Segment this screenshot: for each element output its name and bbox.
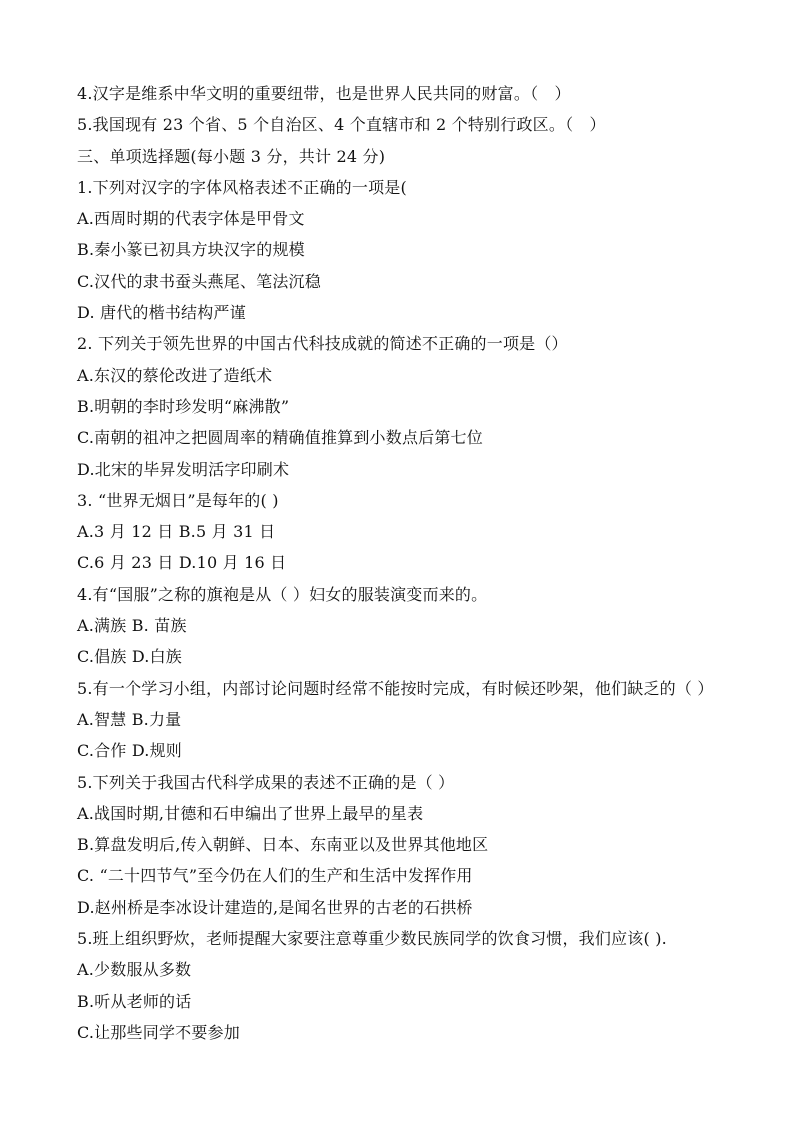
question-2-option-c: C.南朝的祖冲之把圆周率的精确值推算到小数点后第七位	[77, 428, 483, 448]
question-3-options-ab: A.3 月 12 日 B.5 月 31 日	[77, 522, 276, 542]
question-5c-option-b: B.听从老师的话	[77, 991, 192, 1011]
question-1-option-a: A.西周时期的代表字体是甲骨文	[77, 209, 305, 229]
question-2-option-b: B.明朝的李时珍发明“麻沸散”	[77, 396, 290, 416]
question-5b-stem: 5.下列关于我国古代科学成果的表述不正确的是（ ）	[77, 772, 455, 792]
question-1-option-b: B.秦小篆已初具方块汉字的规模	[77, 240, 305, 260]
question-5a-stem: 5.有一个学习小组，内部讨论问题时经常不能按时完成，有时候还吵架，他们缺乏的（ ）	[77, 678, 714, 698]
section-heading: 三、单项选择题(每小题 3 分，共计 24 分)	[77, 146, 386, 166]
question-5a-options-ab: A.智慧 B.力量	[77, 709, 182, 729]
question-5a-options-cd: C.合作 D.规则	[77, 741, 182, 761]
question-3-options-cd: C.6 月 23 日 D.10 月 16 日	[77, 553, 287, 573]
question-2-option-a: A.东汉的蔡伦改进了造纸术	[77, 365, 273, 385]
question-4-stem: 4.有“国服”之称的旗袍是从（ ）妇女的服装演变而来的。	[77, 584, 488, 604]
question-1-stem: 1.下列对汉字的字体风格表述不正确的一项是(	[77, 177, 407, 197]
question-4-options-cd: C.倡族 D.白族	[77, 647, 182, 667]
question-5b-option-c: C. “二十四节气”至今仍在人们的生产和生活中发挥作用	[77, 866, 473, 886]
document-body	[77, 78, 737, 1048]
question-4-options-ab: A.满族 B. 苗族	[77, 616, 187, 636]
judgement-item-4: 4.汉字是维系中华文明的重要纽带，也是世界人民共同的财富。（ ）	[77, 84, 571, 103]
question-5c-stem: 5.班上组织野炊，老师提醒大家要注意尊重少数民族同学的饮食习惯，我们应该( ).	[77, 929, 667, 949]
question-1-option-d: D. 唐代的楷书结构严谨	[77, 303, 246, 323]
judgement-item-5: 5.我国现有 23 个省、5 个自治区、4 个直辖市和 2 个特别行政区。（ ）	[77, 115, 606, 135]
question-2-option-d: D.北宋的毕昇发明活字印刷术	[77, 459, 290, 479]
question-5b-option-b: B.算盘发明后,传入朝鲜、日本、东南亚以及世界其他地区	[77, 835, 489, 855]
question-5b-option-a: A.战国时期,甘德和石申编出了世界上最早的星表	[77, 803, 424, 823]
question-5c-option-c: C.让那些同学不要参加	[77, 1022, 240, 1042]
question-3-stem: 3. “世界无烟日”是每年的( )	[77, 490, 279, 510]
question-5c-option-a: A.少数服从多数	[77, 960, 192, 980]
question-2-stem: 2. 下列关于领先世界的中国古代科技成就的简述不正确的一项是（）	[77, 334, 568, 354]
question-5b-option-d: D.赵州桥是李冰设计建造的,是闻名世界的古老的石拱桥	[77, 897, 473, 917]
question-1-option-c: C.汉代的隶书蚕头燕尾、笔法沉稳	[77, 271, 321, 291]
